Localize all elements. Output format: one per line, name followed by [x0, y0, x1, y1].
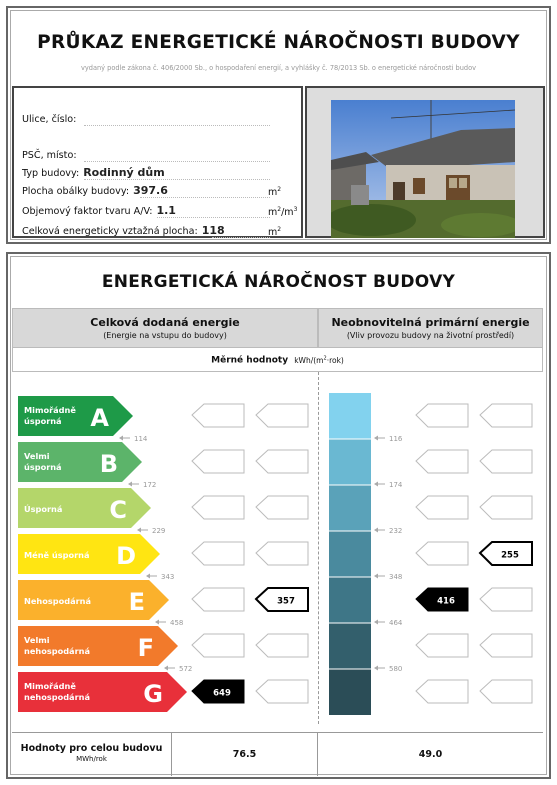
empty-indicator-l2-b: [256, 450, 308, 473]
primary-threshold-tick-arrow: [374, 666, 378, 671]
delivered-threshold-label: 172: [143, 481, 157, 489]
psc-row: [22, 148, 81, 161]
primary-scale-segment-f: [329, 623, 371, 669]
primary-threshold-tick-arrow: [374, 528, 378, 533]
class-g-label-2: nehospodárná: [24, 692, 90, 702]
primary-scale-segment-d: [329, 531, 371, 577]
reference-area-label: Celková energeticky vztažná plocha:: [22, 226, 198, 237]
primary-scale-segment-b: [329, 439, 371, 485]
class-a-label-2: úsporná: [24, 416, 62, 426]
primary-threshold-label: 464: [389, 619, 403, 627]
envelope-area-value: 397.6: [133, 184, 168, 197]
empty-indicator-r1-g: [416, 680, 468, 703]
primary-threshold-label: 348: [389, 573, 403, 581]
reference-area-value: 118: [201, 224, 225, 237]
empty-indicator-l1-d: [192, 542, 244, 565]
primary-threshold-tick-arrow: [374, 574, 378, 579]
section-title: ENERGETICKÁ NÁROČNOST BUDOVY: [101, 272, 456, 292]
primary-threshold-tick-arrow: [374, 482, 378, 487]
primary-threshold-label: 580: [389, 665, 403, 673]
class-c-letter: C: [109, 496, 127, 524]
primary-threshold-tick-arrow: [374, 620, 378, 625]
class-d-letter: D: [116, 542, 136, 570]
building-photo: [331, 100, 515, 238]
class-b-label-1: Velmi: [24, 451, 50, 461]
primary-threshold-label: 232: [389, 527, 403, 535]
delivered-threshold-arrow: [155, 620, 159, 625]
empty-indicator-r1-d: [416, 542, 468, 565]
empty-indicator-r2-a: [480, 404, 532, 427]
class-f-label-1: Velmi: [24, 635, 50, 645]
class-a-letter: A: [90, 404, 109, 432]
empty-indicator-r1-b: [416, 450, 468, 473]
empty-indicator-r2-c: [480, 496, 532, 519]
delivered-threshold-arrow: [164, 666, 168, 671]
primary-threshold-label: 116: [389, 435, 403, 443]
delivered-threshold-label: 114: [134, 435, 148, 443]
delivered-threshold-arrow: [119, 436, 123, 441]
delivered-threshold-arrow: [137, 528, 141, 533]
total-delivered-value: 76.5: [232, 749, 257, 760]
shape-factor-value: 1.1: [156, 204, 176, 217]
delivered-threshold-label: 229: [152, 527, 166, 535]
building-photo-frame: [305, 86, 545, 238]
empty-indicator-l2-f: [256, 634, 308, 657]
delivered-threshold-arrow: [146, 574, 150, 579]
certificate-header-card: [6, 6, 551, 244]
class-b-label-2: úsporná: [24, 462, 62, 472]
primary-threshold-label: 174: [389, 481, 403, 489]
primary-energy-subtitle: (Vliv provozu budovy na životní prostředí): [346, 331, 515, 340]
empty-indicator-l2-a: [256, 404, 308, 427]
street-row: [22, 112, 80, 125]
specific-values-label: Měrné hodnoty: [211, 355, 289, 366]
certificate-title: PRŮKAZ ENERGETICKÉ NÁROČNOSTI BUDOVY: [37, 32, 520, 53]
total-delivered-cell: [172, 733, 318, 776]
psc-label: PSČ, místo:: [22, 150, 77, 161]
delivered-threshold-label: 343: [161, 573, 175, 581]
total-primary-cell: [318, 733, 543, 776]
empty-indicator-r1-c: [416, 496, 468, 519]
shape-factor-unit: $m^2/m^3$: [268, 206, 298, 219]
total-primary-value: 49.0: [418, 749, 443, 760]
empty-indicator-r2-g: [480, 680, 532, 703]
delivered-energy-title: Celková dodaná energie: [90, 316, 240, 329]
delivered-threshold-arrow: [128, 482, 132, 487]
total-values-label: Hodnoty pro celou budovu: [20, 743, 163, 754]
energy-performance-card: [6, 252, 551, 779]
empty-indicator-r1-a: [416, 404, 468, 427]
delivered-indicator-value: 357: [277, 596, 295, 607]
primary-indicator-value: 255: [501, 550, 519, 561]
class-a-label-1: Mimořádně: [24, 405, 76, 415]
class-g-label-1: Mimořádně: [24, 681, 76, 691]
class-e-letter: E: [128, 588, 145, 616]
class-f-letter: F: [137, 634, 154, 662]
empty-indicator-l1-c: [192, 496, 244, 519]
empty-indicator-l1-e: [192, 588, 244, 611]
class-b-letter: B: [99, 450, 118, 478]
envelope-area-row: [22, 184, 168, 197]
empty-indicator-r1-f: [416, 634, 468, 657]
class-e-label: Nehospodárná: [24, 596, 91, 606]
empty-indicator-l1-a: [192, 404, 244, 427]
empty-indicator-l2-d: [256, 542, 308, 565]
primary-energy-title: Neobnovitelná primární energie: [331, 316, 530, 329]
total-values-label-cell: [12, 733, 172, 776]
reference-area-row: [22, 224, 225, 237]
specific-values-unit: kWh/$(m^2\cdot rok)$: [294, 355, 344, 365]
empty-indicator-l1-b: [192, 450, 244, 473]
building-type-label: Typ budovy:: [22, 168, 80, 179]
street-label: Ulice, číslo:: [22, 114, 77, 125]
empty-indicator-l1-f: [192, 634, 244, 657]
delivered-energy-subtitle: (Energie na vstupu do budovy): [103, 331, 227, 340]
envelope-area-unit: $m^2$: [268, 186, 282, 199]
certificate-subtitle: vydaný podle zákona č. 406/2000 Sb., o hospodaření energií, a vyhlášky č. 78/2013 Sb. o energetické náročnosti budov: [80, 64, 477, 72]
total-values-unit: MWh/rok: [76, 755, 107, 763]
reference-area-unit: $m^2$: [268, 226, 282, 239]
delivered-indicator-value: 649: [213, 688, 231, 699]
shape-factor-row: [22, 204, 176, 217]
class-c-label: Úsporná: [24, 504, 63, 514]
empty-indicator-l2-g: [256, 680, 308, 703]
delivered-threshold-label: 458: [170, 619, 184, 627]
delivered-threshold-label: 572: [179, 665, 193, 673]
primary-scale-segment-e: [329, 577, 371, 623]
total-values-row: [12, 732, 543, 775]
building-type-row: [22, 166, 165, 179]
shape-factor-label: Objemový faktor tvaru A/V:: [22, 206, 153, 217]
building-info-box: [12, 86, 303, 238]
empty-indicator-r2-e: [480, 588, 532, 611]
primary-scale-segment-a: [329, 393, 371, 439]
empty-indicator-r2-b: [480, 450, 532, 473]
empty-indicator-r2-f: [480, 634, 532, 657]
envelope-area-label: Plocha obálky budovy:: [22, 186, 130, 197]
primary-scale-segment-c: [329, 485, 371, 531]
empty-indicator-l2-c: [256, 496, 308, 519]
primary-threshold-tick-arrow: [374, 436, 378, 441]
primary-indicator-value: 416: [437, 596, 455, 607]
class-g-letter: G: [143, 680, 163, 708]
class-d-label: Méně úsporná: [24, 550, 90, 560]
primary-scale-segment-g: [329, 669, 371, 715]
building-type-value: Rodinný dům: [83, 166, 165, 179]
class-f-label-2: nehospodárná: [24, 646, 90, 656]
energy-class-chart: [8, 254, 553, 734]
